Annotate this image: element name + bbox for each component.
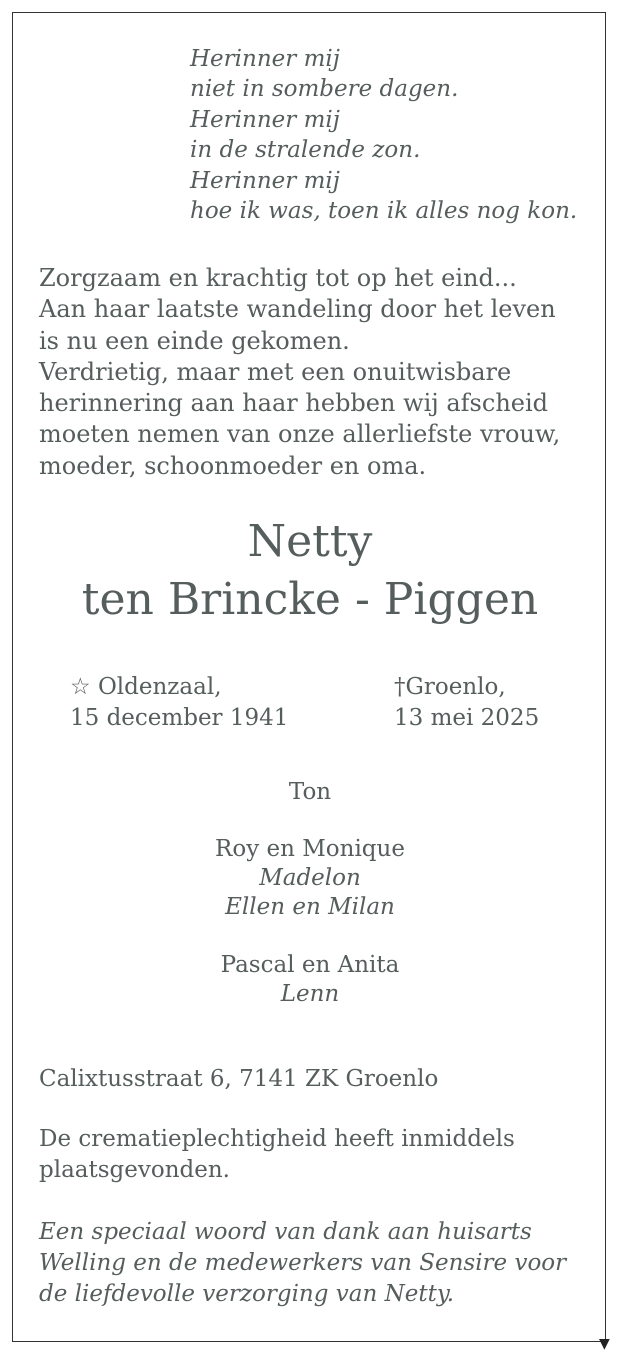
poem-line: niet in sombere dagen.	[190, 76, 459, 103]
address: Calixtusstraat 6, 7141 ZK Groenlo	[39, 1066, 439, 1092]
intro-line: moeten nemen van onze allerliefste vrouw,	[39, 420, 561, 449]
intro-text	[39, 263, 599, 482]
intro-line: is nu een einde gekomen.	[39, 326, 350, 355]
intro-line: Aan haar laatste wandeling door het leven	[39, 295, 556, 324]
child-names: Pascal en Anita	[220, 952, 400, 978]
poem	[190, 44, 577, 226]
poem-line: hoe ik was, toen ik alles nog kon.	[190, 198, 578, 225]
ceremony-note	[39, 1124, 599, 1186]
death-info	[394, 672, 539, 734]
thanks-line: Een speciaal woord van dank aan huisarts	[39, 1219, 532, 1245]
deceased-surname: ten Brincke - Piggen	[81, 574, 539, 625]
deceased-first-name: Netty	[247, 516, 373, 567]
arrow-down-icon: ▼	[599, 1336, 610, 1352]
poem-line: Herinner mij	[190, 167, 340, 194]
child-names: Roy en Monique	[215, 836, 405, 862]
grandchild: Madelon	[259, 865, 361, 891]
poem-line: Herinner mij	[190, 106, 340, 133]
family-spouse: Ton	[288, 779, 332, 805]
thanks-line: de liefdevolle verzorging van Netty.	[39, 1281, 455, 1307]
grandchild: Ellen en Milan	[225, 894, 395, 920]
ceremony-line: plaatsgevonden.	[39, 1157, 230, 1183]
poem-line: in de stralende zon.	[190, 137, 421, 164]
birth-date: 15 december 1941	[70, 705, 289, 731]
intro-line: Zorgzaam en krachtig tot op het eind...	[39, 264, 517, 292]
family-child-1	[0, 835, 620, 922]
thanks-note	[39, 1217, 599, 1310]
ceremony-line: De crematieplechtigheid heeft inmiddels	[39, 1126, 515, 1152]
intro-line: Verdrietig, maar met een onuitwisbare	[39, 357, 512, 386]
family-child-2	[0, 951, 620, 1009]
poem-line: Herinner mij	[190, 46, 340, 72]
birth-info	[70, 672, 288, 734]
cross-icon: †	[394, 674, 406, 700]
grandchild: Lenn	[280, 981, 340, 1007]
death-date: 13 mei 2025	[394, 705, 540, 731]
intro-line: moeder, schoonmoeder en oma.	[39, 451, 427, 480]
death-place: Groenlo,	[405, 674, 506, 700]
star-icon: ☆	[70, 674, 91, 700]
thanks-line: Welling en de medewerkers van Sensire voor	[39, 1250, 567, 1276]
intro-line: herinnering aan haar hebben wij afscheid	[39, 389, 549, 418]
birth-place: Oldenzaal,	[97, 674, 222, 700]
